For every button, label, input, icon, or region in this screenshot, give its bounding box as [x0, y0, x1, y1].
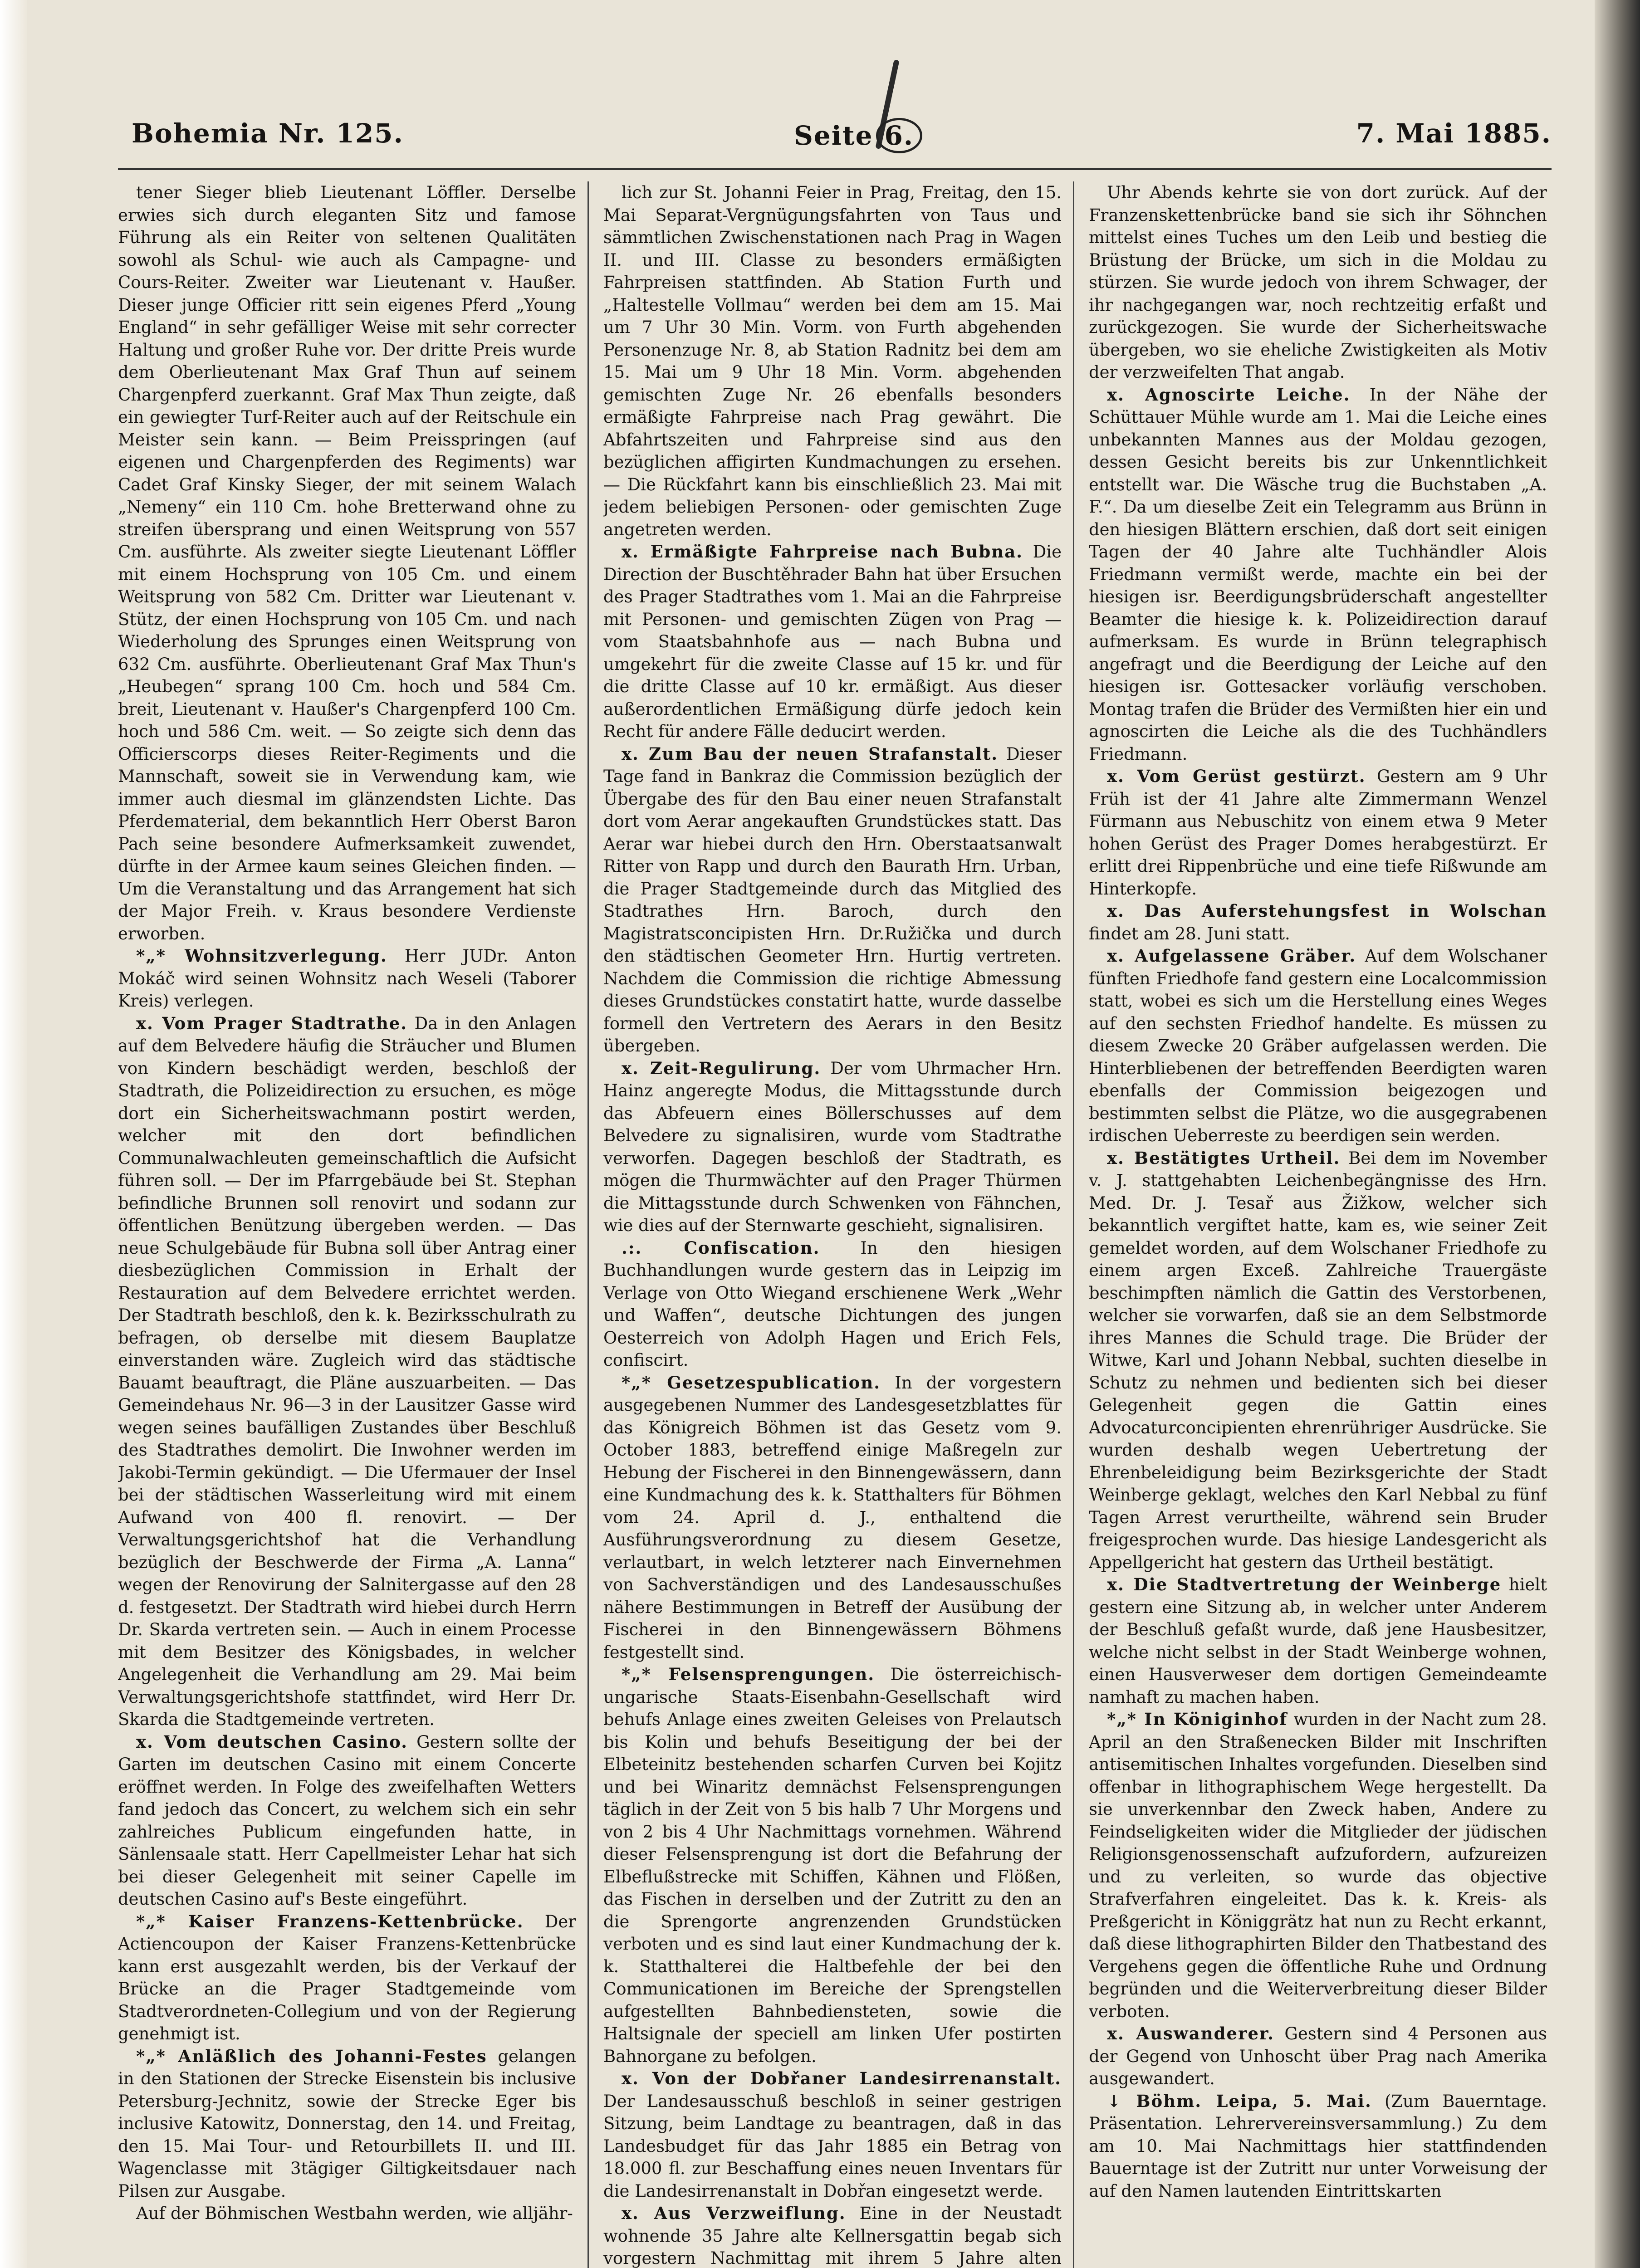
- article-text: Da in den Anlagen auf dem Belvedere häufig die Sträucher und Blumen von Kindern beschädigt werden, beschloß der Stadtrath, die Polizeidirection zu ersuchen, es möge dort ein Sicherheitswachmann postirt werden, welcher mit den dort befindlichen Communalwachleuten gemeinschaftlich die Aufsicht führen soll. — Der im Pfarrgebäude bei St. Stephan befindliche Brunnen soll renovirt und sodann zur öffentlichen Benützung übergeben werden. — Das neue Schulgebäude für Bubna soll über Antrag einer diesbezüglichen Commission in Erhalt der Restauration auf dem Belvedere errichtet werden. Der Stadtrath beschloß, den k. k. Bezirksschulrath zu befragen, ob derselbe mit diesem Bauplatze einverstanden wäre. Zugleich wird das städtische Bauamt beauftragt, die Pläne auszuarbeiten. — Das Gemeindehaus Nr. 96—3 in der Lausitzer Gasse wird wegen seines baufälligen Zustandes über Beschluß des Stadtrathes demolirt. Die Inwohner werden im Jakobi-Termin gekündigt. — Die Ufermauer der Insel bei der städtischen Wasserleitung wird mit einem Aufwand von 400 fl. renovirt. — Der Verwaltungsgerichtshof hat die Verhandlung bezüglich der Beschwerde der Firma „A. Lanna“ wegen der Renovirung der Salnitergasse auf den 28 d. festgesetzt. Der Stadtrath wird hiebei durch Herrn Dr. Skarda vertreten sein. — Auch in einem Processe mit dem Besitzer des Königsbades, in welcher Angelegenheit die Verhandlung am 29. Mai beim Verwaltungsgerichtshofe stattfindet, wird Herr Dr. Skarda die Stadtgemeinde vertreten.: [118, 1013, 576, 1729]
- article-heading: x. Aus Verzweiflung.: [622, 2203, 846, 2223]
- article-paragraph: [1089, 1708, 1547, 2023]
- article-heading: x. Aufgelassene Gräber.: [1107, 946, 1356, 966]
- article-heading: x. Zeit-Regulirung.: [622, 1058, 821, 1078]
- article-heading: x. Die Stadtvertretung der Weinberge: [1107, 1574, 1502, 1594]
- article-text: In den hiesigen Buchhandlungen wurde gestern das in Leipzig im Verlage von Otto Wiegand erschienene Werk „Wehr und Waffen“, deutsche Dichtungen des jungen Oesterreich von Adolph Hagen und Erich Fels, confiscirt.: [603, 1238, 1062, 1370]
- article-text: tener Sieger blieb Lieutenant Löffler. Derselbe erwies sich durch eleganten Sitz und famose Führung als ein Reiter von seltenen Qualitäten sowohl als Schul- wie auch als Campagne- und Cours-Reiter. Zweiter war Lieutenant v. Haußer. Dieser junge Officier ritt sein eigenes Pferd „Young England“ in sehr gefälliger Weise mit sehr correcter Haltung und großer Ruhe vor. Der dritte Preis wurde dem Oberlieutenant Max Graf Thun auf seinem Chargenpferd zuerkannt. Graf Max Thun zeigte, daß ein gewiegter Turf-Reiter auch auf der Reitschule ein Meister sein kann. — Beim Preisspringen (auf eigenen und Chargenpferden des Regiments) war Cadet Graf Kinsky Sieger, der mit seinem Walach „Nemeny“ ein 110 Cm. hohe Bretterwand ohne zu streifen übersprang und einen Weitsprung von 557 Cm. ausführte. Als zweiter siegte Lieutenant Löffler mit einem Hochsprung von 105 Cm. und einem Weitsprung von 582 Cm. Dritter war Lieutenant v. Stütz, der einen Hochsprung von 105 Cm. und nach Wiederholung des Sprunges einen Weitsprung von 632 Cm. ausführte. Oberlieutenant Graf Max Thun's „Heubegen“ sprang 100 Cm. hoch und 584 Cm. breit, Lieutenant v. Haußer's Chargenpferd 100 Cm. hoch und 586 Cm. weit. — So zeigte sich denn das Officierscorps dieses Reiter-Regiments und die Mannschaft, soweit sie in Verwendung kam, wie immer auch diesmal im glänzendsten Lichte. Das Pferdematerial, dem bekanntlich Herr Oberst Baron Pach seine besondere Aufmerksamkeit zuwendet, dürfte in der Armee kaum seines Gleichen finden. — Um die Veranstaltung und das Arrangement hat sich der Major Freih. v. Kraus besondere Verdienste erworben.: [118, 183, 576, 943]
- article-paragraph: [1089, 181, 1547, 384]
- masthead: [118, 118, 1552, 163]
- scan-edge-right: [1595, 0, 1640, 2268]
- article-heading: x. Von der Dobřaner Landesirrenanstalt.: [622, 2068, 1062, 2088]
- article-heading: *„* Felsensprengungen.: [622, 1664, 875, 1684]
- article-paragraph: [1089, 2090, 1547, 2203]
- article-heading: .:. Confiscation.: [622, 1237, 820, 1258]
- masthead-page: [794, 118, 922, 153]
- article-paragraph: [603, 181, 1062, 541]
- article-text: In der Nähe der Schüttauer Mühle wurde am 1. Mai die Leiche eines unbekannten Mannes aus der Moldau gezogen, dessen Gesicht bereits bis zur Unkenntlichkeit entstellt war. Die Wäsche trug die Buchstaben „A. F.“. Da um dieselbe Zeit ein Telegramm aus Brünn in den hiesigen Blättern erschien, daß dort seit einigen Tagen der 40 Jahre alte Tuchhändler Alois Friedmann vermißt werde, machte ein bei der hiesigen isr. Beerdigungsbrüderschaft angestellter Beamter die hiesige k. k. Polizeidirection darauf aufmerksam. Es wurde in Brünn telegraphisch angefragt und die Beerdigung der Leiche auf den hiesigen isr. Gottesacker vorläufig verschoben. Montag trafen die Brüder des Vermißten hier ein und agnoscirten die Leiche als die des Tuchhändlers Friedmann.: [1089, 385, 1547, 764]
- article-heading: *„* Wohnsitzverlegung.: [136, 946, 387, 966]
- article-heading: ↓ Böhm. Leipa, 5. Mai.: [1107, 2091, 1372, 2111]
- article-heading: x. Agnoscirte Leiche.: [1107, 384, 1351, 405]
- article-heading: x. Vom Gerüst gestürzt.: [1107, 766, 1366, 786]
- article-text: Die österreichisch-ungarische Staats-Eisenbahn-Gesellschaft wird behufs Anlage eines zweiten Geleises von Prelautsch bis Kolin und behufs Beseitigung der bei der Elbeteinitz bestehenden scharfen Curven bei Kojitz und bei Winaritz demnächst Felsensprengungen täglich in der Zeit von 5 bis halb 7 Uhr Morgens und von 2 bis 4 Uhr Nachmittags vornehmen. Während dieser Felsensprengung ist dort die Befahrung der Elbeflußstrecke mit Schiffen, Kähnen und Flößen, das Fischen in derselben und der Zutritt zu den an die Sprengorte angrenzenden Grundstücken verboten und es sind laut einer Kundmachung der k. k. Statthalterei die Haltbefehle der bei den Communicationen im Bereiche der Sprengstellen aufgestellten Bahnbediensteten, sowie die Haltsignale der speciell am linken Ufer postirten Bahnorgane zu befolgen.: [603, 1665, 1062, 2066]
- article-paragraph: [118, 2045, 576, 2203]
- article-paragraph: [603, 1663, 1062, 2068]
- article-paragraph: [603, 1372, 1062, 1664]
- article-text: Uhr Abends kehrte sie von dort zurück. Auf der Franzenskettenbrücke band sie sich ihr Söhnchen mittelst eines Tuches um den Leib und bestieg die Brüstung der Brücke, um sich in die Moldau zu stürzen. Sie wurde jedoch von ihrem Schwager, der ihr nachgegangen war, noch rechtzeitig erfaßt und zurückgezogen. Sie wurde der Sicherheitswache übergeben, wo sie eheliche Zwistigkeiten als Motiv der verzweifelten That angab.: [1089, 183, 1547, 382]
- masthead-title: Bohemia Nr. 125.: [132, 118, 404, 149]
- article-text: wurden in der Nacht zum 28. April an den Straßenecken Bilder mit Inschriften antisemitischen Inhaltes vorgefunden. Dieselben sind offenbar in lithographischem Wege hergestellt. Da sie unverkennbar den Zweck haben, Andere zu Feindseligkeiten wider die Mitglieder der jüdischen Religionsgenossenschaft aufzufordern, aufzureizen und zu verleiten, so wurde das objective Strafverfahren eingeleitet. Das k. k. Kreis- als Preßgericht in Königgrätz hat nun zu Recht erkannt, daß diese lithographirten Bilder den Thatbestand des Vergehens gegen die öffentliche Ruhe und Ordnung begründen und die Weiterverbreitung dieser Bilder verboten.: [1089, 1710, 1547, 2021]
- article-text: Der Actiencoupon der Kaiser Franzens-Kettenbrücke kann erst ausgezahlt werden, bis der Verkauf der Brücke an die Prager Stadtgemeinde vom Stadtverordneten-Collegium und von der Regierung genehmigt ist.: [118, 1911, 576, 2043]
- article-paragraph: [1089, 945, 1547, 1147]
- article-text: (Zum Bauerntage. Präsentation. Lehrervereinsversammlung.) Zu dem am 10. Mai Nachmittags hier stattfindenden Bauerntage ist der Zutritt nur unter Vorweisung der auf den Namen lautenden Eintrittskarten: [1089, 2091, 1547, 2201]
- article-text: In der vorgestern ausgegebenen Nummer des Landesgesetzblattes für das Königreich Böhmen ist das Gesetz vom 9. October 1883, betreffend einige Maßregeln zur Hebung der Fischerei in den Binnengewässern, dann eine Kundmachung des k. k. Statthalters für Böhmen vom 24. April d. J., enthaltend die Ausführungsverordnung zu diesem Gesetze, verlautbart, in welch letzterer nach Einvernehmen von Sachverständigen und des Landesausschußes nähere Bestimmungen in Betreff der Ausübung der Fischerei in den Binnengewässern Böhmens festgestellt sind.: [603, 1373, 1062, 1662]
- article-paragraph: [118, 1911, 576, 2045]
- column-divider-1: [587, 181, 589, 2268]
- article-text: Eine in der Neustadt wohnende 35 Jahre alte Kellnersgattin begab sich vorgestern Nachmittag mit ihrem 5 Jahre alten: [603, 2204, 1062, 2268]
- article-paragraph: [1089, 900, 1547, 945]
- article-paragraph: [603, 541, 1062, 743]
- article-paragraph: [118, 2202, 576, 2225]
- article-heading: *„* In Königinhof: [1107, 1709, 1288, 1729]
- article-text: findet am 28. Juni statt.: [1089, 924, 1290, 943]
- article-text: Gestern sollte der Garten im deutschen Casino mit einem Concerte eröffnet werden. In Folge des zweifelhaften Wetters fand jedoch das Concert, zu welchem sich ein sehr zahlreiches Publicum eingefunden hatte, in Sänlensaale statt. Herr Capellmeister Lehar hat sich bei dieser Gelegenheit mit seiner Capelle im deutschen Casino auf's Beste eingeführt.: [118, 1732, 576, 1909]
- article-heading: x. Ermäßigte Fahrpreise nach Bubna.: [622, 542, 1023, 562]
- article-paragraph: [603, 1057, 1062, 1237]
- article-paragraph: [118, 945, 576, 1012]
- article-text: Dieser Tage fand in Bankraz die Commission bezüglich der Übergabe des für den Bau einer neuen Strafanstalt dort vom Aerar angekauften Grundstückes statt. Das Aerar war hiebei durch den Hrn. Oberstaatsanwalt Ritter von Rapp und durch den Baurath Hrn. Urban, die Prager Stadtgemeinde durch das Mitglied des Stadtrathes Hrn. Baroch, durch den Magistratsconcipisten Hrn. Dr.Ružička und durch den städtischen Geometer Hrn. Hurtig vertreten. Nachdem die Commission die richtige Abmessung dieses Grundstückes constatirt hatte, wurde dasselbe formell den Vertretern des Aerars in den Besitz übergeben.: [603, 744, 1062, 1056]
- article-text: Auf der Böhmischen Westbahn werden, wie alljähr-: [136, 2204, 573, 2223]
- newspaper-page: [118, 91, 1552, 2268]
- article-text: Gestern sind 4 Personen aus der Gegend von Unhoscht über Prag nach Amerika ausgewandert.: [1089, 2024, 1547, 2088]
- page-number: 6.: [876, 118, 923, 153]
- column-1: [118, 181, 576, 2268]
- article-text: Die Direction der Buschtěhrader Bahn hat über Ersuchen des Prager Stadtrathes vom 1. Mai an die Fahrpreise mit Personen- und gemischten Zügen von Prag — vom Staatsbahnhofe aus — nach Bubna und umgekehrt für die zweite Classe auf 15 kr. und für die dritte Classe auf 10 kr. ermäßigt. Aus dieser außerordentlichen Ermäßigung dürfe jedoch kein Recht für andere Fälle deducirt werden.: [603, 542, 1062, 741]
- article-paragraph: [118, 1012, 576, 1731]
- article-text: Auf dem Wolschaner fünften Friedhofe fand gestern eine Localcommission statt, wobei es sich um die Herstellung eines Weges auf den sechsten Friedhof handelte. Es müssen zu diesem Zwecke 20 Gräber aufgelassen werden. Die Hinterbliebenen der betreffenden Beerdigten waren ebenfalls der Commission beigezogen und bestimmten selbst die Plätze, wo die ausgegrabenen irdischen Ueberreste zu beerdigen sein werden.: [1089, 946, 1547, 1145]
- article-paragraph: [118, 1731, 576, 1911]
- article-paragraph: [1089, 2023, 1547, 2090]
- article-text: Herr JUDr. Anton Mokáč wird seinen Wohnsitz nach Weseli (Taborer Kreis) verlegen.: [118, 946, 576, 1011]
- column-3: [1089, 181, 1547, 2268]
- article-text: lich zur St. Johanni Feier in Prag, Freitag, den 15. Mai Separat-Vergnügungsfahrten von Taus und sämmtlichen Zwischenstationen nach Prag in Wagen II. und III. Classe zu besonders ermäßigten Fahrpreisen stattfinden. Ab Station Furth und „Haltestelle Vollmau“ werden bei dem am 15. Mai um 7 Uhr 30 Min. Vorm. von Furth abgehenden Personenzuge Nr. 8, ab Station Radnitz bei dem am 15. Mai um 9 Uhr 18 Min. Vorm. abgehenden gemischten Zuge Nr. 26 ebenfalls besonders ermäßigte Fahrpreise nach Prag gewährt. Die Abfahrtszeiten und Fahrpreise sind aus den bezüglichen affigirten Kundmachungen zu ersehen. — Die Rückfahrt kann bis einschließlich 23. Mai mit jedem beliebigen Personen- oder gemischten Zuge angetreten werden.: [603, 183, 1062, 539]
- article-paragraph: [1089, 765, 1547, 900]
- article-text: gelangen in den Stationen der Strecke Eisenstein bis inclusive Petersburg-Jechnitz, sowie der Strecke Eger bis inclusive Katowitz, Donnerstag, den 14. und Freitag, den 15. Mai Tour- und Retourbillets II. und III. Wagenclasse mit 3tägiger Giltigkeitsdauer nach Pilsen zur Ausgabe.: [118, 2046, 576, 2201]
- article-paragraph: [1089, 1147, 1547, 1574]
- article-heading: *„* Kaiser Franzens-Kettenbrücke.: [136, 1911, 524, 1931]
- article-heading: *„* Gesetzespublication.: [622, 1372, 881, 1393]
- article-text: Der vom Uhrmacher Hrn. Hainz angeregte Modus, die Mittagsstunde durch das Abfeuern eines Böllerschusses auf dem Belvedere zu signalisiren, wurde vom Stadtrathe verworfen. Dagegen beschloß der Stadtrath, es mögen die Thurmwächter auf den Prager Thürmen die Mittagsstunde durch Schwenken von Fähnchen, wie dies auf der Sternwarte geschieht, signalisiren.: [603, 1058, 1062, 1235]
- article-heading: x. Bestätigtes Urtheil.: [1107, 1148, 1341, 1168]
- article-text: hielt gestern eine Sitzung ab, in welcher unter Anderem der Beschluß gefaßt wurde, daß jene Hausbesitzer, welche nicht selbst in der Stadt Weinberge wohnen, einen Hausverweser dem dortigen Gemeindeamte namhaft zu machen haben.: [1089, 1575, 1547, 1707]
- article-paragraph: [603, 1237, 1062, 1372]
- article-text: Gestern am 9 Uhr Früh ist der 41 Jahre alte Zimmermann Wenzel Fürmann aus Nebuschitz von einem etwa 9 Meter hohen Gerüst des Prager Domes herabgestürzt. Er erlitt drei Rippenbrüche und eine tiefe Rißwunde am Hinterkopfe.: [1089, 767, 1547, 899]
- article-paragraph: [603, 2202, 1062, 2268]
- article-heading: x. Vom Prager Stadtrathe.: [136, 1013, 408, 1033]
- article-heading: x. Das Auferstehungsfest in Wolschan: [1107, 901, 1547, 921]
- column-divider-2: [1073, 181, 1074, 2268]
- article-heading: *„* Anläßlich des Johanni-Festes: [136, 2046, 487, 2066]
- article-paragraph: [1089, 384, 1547, 766]
- article-paragraph: [603, 743, 1062, 1057]
- article-heading: x. Vom deutschen Casino.: [136, 1731, 408, 1752]
- masthead-date: 7. Mai 1885.: [1356, 118, 1552, 149]
- article-text: Bei dem im November v. J. stattgehabten Leichenbegängnisse des Hrn. Med. Dr. J. Tesař aus Žižkow, welcher sich bekanntlich vergiftet hatte, kam es, wie seiner Zeit gemeldet worden, auf dem Wolschaner Friedhofe zu einem argen Exceß. Zahlreiche Trauergäste beschimpften nämlich die Gattin des Verstorbenen, welcher sie vorwarfen, daß sie an dem Selbstmorde ihres Mannes die Schuld trage. Die Brüder der Witwe, Karl und Johann Nebbal, suchten dieselbe in Schutz zu nehmen und bedienten sich bei dieser Gelegenheit gegen die Gattin eines Advocaturconcipienten ehrenrühriger Ausdrücke. Sie wurden deshalb wegen Uebertretung der Ehrenbeleidigung beim Bezirksgerichte der Stadt Weinberge geklagt, welches den Karl Nebbal zu fünf Tagen Arrest verurtheilte, während sein Bruder freigesprochen wurde. Das hiesige Landesgericht als Appellgericht hat gestern das Urtheil bestätigt.: [1089, 1148, 1547, 1572]
- article-paragraph: [1089, 1574, 1547, 1708]
- article-text: Der Landesausschuß beschloß in seiner gestrigen Sitzung, beim Landtage zu beantragen, daß in das Landesbudget für das Jahr 1885 ein Betrag von 18.000 fl. zur Beschaffung eines neuen Inventars für die Landesirrenanstalt in Dobřan eingesetzt werde.: [603, 2091, 1062, 2201]
- scan-edge-left: [0, 0, 27, 2268]
- article-paragraph: [603, 2068, 1062, 2202]
- page-label: Seite: [794, 120, 873, 151]
- article-heading: x. Auswanderer.: [1107, 2024, 1275, 2043]
- article-paragraph: [118, 181, 576, 945]
- header-rule: [118, 168, 1552, 170]
- article-heading: x. Zum Bau der neuen Strafanstalt.: [622, 743, 999, 764]
- column-2: [603, 181, 1062, 2268]
